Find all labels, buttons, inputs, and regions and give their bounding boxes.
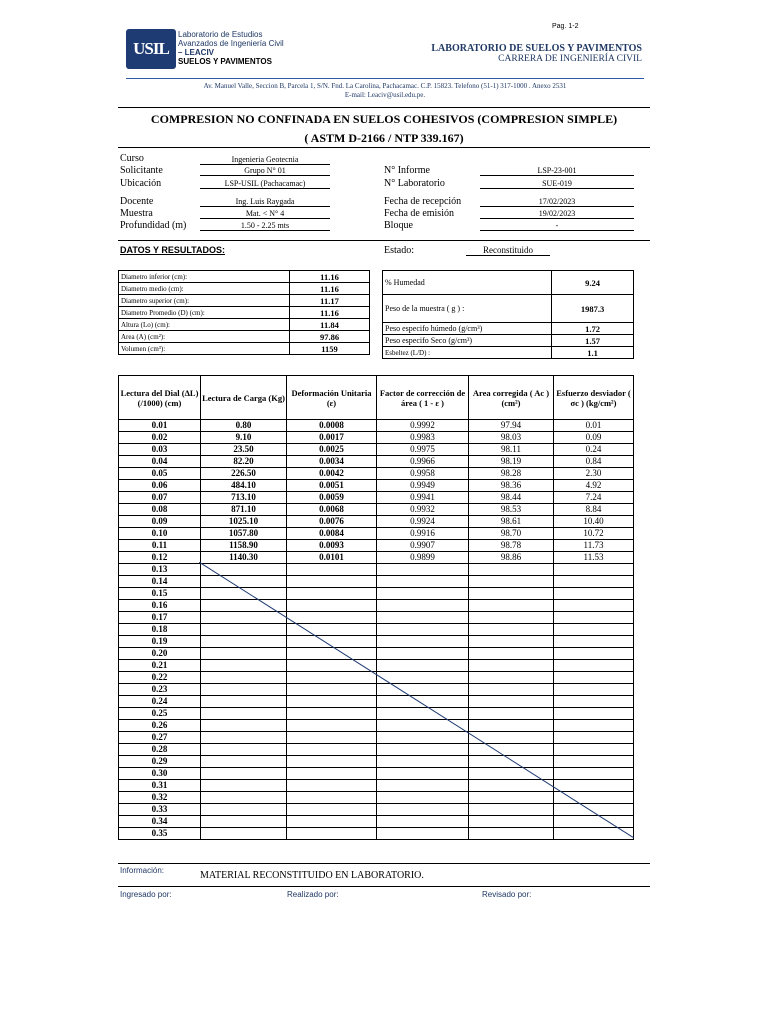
- cell-dial: 0.26: [119, 720, 201, 732]
- cell-deformacion: 0.0068: [287, 504, 377, 516]
- footer-rule-bottom: [118, 886, 650, 887]
- cell-esfuerzo: 11.73: [554, 540, 634, 552]
- table-row: [119, 468, 634, 480]
- cell-carga: 1158.90: [201, 540, 287, 552]
- solicitante-value: Grupo N° 01: [200, 166, 330, 176]
- specimen-value: 97.86: [290, 331, 370, 343]
- logo-line-4: SUELOS Y PAVIMENTOS: [178, 57, 272, 66]
- cell-deformacion: 0.0093: [287, 540, 377, 552]
- solicitante-label: Solicitante: [120, 165, 163, 176]
- col-header-esfuerzo: Esfuerzo desviador ( σc ) (kg/cm²): [554, 376, 634, 420]
- cell-area: 98.44: [469, 492, 554, 504]
- empty-rows-diagonal: [199, 562, 634, 838]
- specimen-value: 11.16: [290, 271, 370, 283]
- table-row: [119, 540, 634, 552]
- cell-dial: 0.24: [119, 696, 201, 708]
- cell-dial: 0.02: [119, 432, 201, 444]
- cell-carga: 713.10: [201, 492, 287, 504]
- cell-factor: 0.9907: [377, 540, 469, 552]
- informe-value: LSP-23-001: [480, 166, 634, 176]
- cell-factor: 0.9932: [377, 504, 469, 516]
- info-value: MATERIAL RECONSTITUIDO EN LABORATORIO.: [200, 870, 424, 881]
- cell-area: 98.61: [469, 516, 554, 528]
- estado-value: Reconstituido: [466, 245, 550, 256]
- specimen-row: [119, 271, 370, 283]
- table-row: [119, 492, 634, 504]
- bloque-value: -: [480, 221, 634, 231]
- specimen-label: Altura (Lo) (cm):: [119, 319, 290, 331]
- specimen-value: 11.84: [290, 319, 370, 331]
- diagonal-line: [199, 562, 634, 838]
- recepcion-value: 17/02/2023: [480, 197, 634, 207]
- cell-area: 98.70: [469, 528, 554, 540]
- cell-dial: 0.30: [119, 768, 201, 780]
- cell-area: 98.78: [469, 540, 554, 552]
- cell-carga: 23.50: [201, 444, 287, 456]
- recepcion-label: Fecha de recepción: [384, 196, 462, 207]
- specimen-value: 11.16: [290, 307, 370, 319]
- cell-dial: 0.07: [119, 492, 201, 504]
- header-subtitle: CARRERA DE INGENIERÍA CIVIL: [498, 54, 642, 64]
- specimen-label: Diametro Promedio (D) (cm):: [119, 307, 290, 319]
- cell-factor: 0.9924: [377, 516, 469, 528]
- cell-esfuerzo: 7.24: [554, 492, 634, 504]
- cell-carga: 1057.80: [201, 528, 287, 540]
- cell-area: 98.03: [469, 432, 554, 444]
- curso-label: Curso: [120, 153, 144, 164]
- cell-carga: 484.10: [201, 480, 287, 492]
- col-header-area: Area corregida ( Ac ) (cm²): [469, 376, 554, 420]
- cell-esfuerzo: 2.30: [554, 468, 634, 480]
- cell-dial: 0.33: [119, 804, 201, 816]
- profundidad-label: Profundidad (m): [120, 220, 187, 231]
- estado-label: Estado:: [384, 245, 414, 256]
- cell-dial: 0.12: [119, 552, 201, 564]
- results-label: Esbeltez (L/D) :: [383, 347, 552, 359]
- cell-dial: 0.27: [119, 732, 201, 744]
- cell-dial: 0.16: [119, 600, 201, 612]
- cell-esfuerzo: 4.92: [554, 480, 634, 492]
- col-header-carga: Lectura de Carga (Kg): [201, 376, 287, 420]
- results-label: Peso especifo húmedo (g/cm³): [383, 323, 552, 335]
- muestra-value: Mat. < N° 4: [200, 209, 330, 219]
- cell-dial: 0.10: [119, 528, 201, 540]
- col-header-deformacion: Deformación Unitaria (ε): [287, 376, 377, 420]
- specimen-row: [119, 283, 370, 295]
- info-label: Información:: [120, 866, 165, 875]
- specimen-value: 11.17: [290, 295, 370, 307]
- docente-value: Ing. Luis Raygada: [200, 197, 330, 207]
- cell-dial: 0.15: [119, 588, 201, 600]
- cell-dial: 0.32: [119, 792, 201, 804]
- cell-esfuerzo: 0.24: [554, 444, 634, 456]
- cell-dial: 0.17: [119, 612, 201, 624]
- specimen-label: Area (A) (cm²):: [119, 331, 290, 343]
- profundidad-value: 1.50 - 2.25 mts: [200, 221, 330, 231]
- footer-rule-top: [118, 863, 650, 864]
- cell-dial: 0.34: [119, 816, 201, 828]
- title-rule-bottom: [118, 147, 650, 148]
- results-label: % Humedad: [383, 271, 552, 295]
- cell-factor: 0.9916: [377, 528, 469, 540]
- cell-dial: 0.11: [119, 540, 201, 552]
- specimen-row: [119, 295, 370, 307]
- cell-dial: 0.19: [119, 636, 201, 648]
- results-row: [383, 347, 634, 359]
- cell-carga: 82.20: [201, 456, 287, 468]
- informe-label: N° Informe: [384, 165, 430, 176]
- cell-factor: 0.9958: [377, 468, 469, 480]
- readings-header-row: [119, 376, 634, 420]
- results-row: [383, 295, 634, 323]
- specimen-row: [119, 319, 370, 331]
- cell-area: 98.11: [469, 444, 554, 456]
- cell-dial: 0.09: [119, 516, 201, 528]
- specimen-label: Diametro inferior (cm):: [119, 271, 290, 283]
- doc-title: COMPRESION NO CONFINADA EN SUELOS COHESIVOS (COMPRESION SIMPLE): [150, 112, 618, 126]
- cell-deformacion: 0.0051: [287, 480, 377, 492]
- specimen-row: [119, 307, 370, 319]
- logo-line-1: Laboratorio de Estudios: [178, 30, 263, 39]
- bloque-label: Bloque: [384, 220, 413, 231]
- cell-carga: 1140.30: [201, 552, 287, 564]
- cell-carga: 9.10: [201, 432, 287, 444]
- specimen-label: Diametro medio (cm):: [119, 283, 290, 295]
- laboratorio-value: SUE-019: [480, 179, 634, 189]
- cell-esfuerzo: 10.40: [554, 516, 634, 528]
- cell-carga: 1025.10: [201, 516, 287, 528]
- specimen-value: 1159: [290, 343, 370, 355]
- table-row: [119, 504, 634, 516]
- emision-label: Fecha de emisión: [384, 208, 454, 219]
- logo-line-3: – LEACIV: [178, 48, 215, 57]
- table-row: [119, 516, 634, 528]
- results-value: 1987.3: [552, 295, 634, 323]
- section-label: DATOS Y RESULTADOS:: [120, 245, 226, 255]
- specimen-label: Volumen (cm³):: [119, 343, 290, 355]
- results-table: [382, 270, 634, 359]
- col-header-dial: Lectura del Dial (ΔL) (/1000) (cm): [119, 376, 201, 420]
- usil-logo: [126, 29, 176, 69]
- cell-factor: 0.9983: [377, 432, 469, 444]
- cell-dial: 0.23: [119, 684, 201, 696]
- cell-carga: 871.10: [201, 504, 287, 516]
- cell-dial: 0.01: [119, 420, 201, 432]
- muestra-label: Muestra: [120, 208, 153, 219]
- header-email: E-mail: Leaciv@usil.edu.pe.: [344, 91, 426, 99]
- results-value: 9.24: [552, 271, 634, 295]
- doc-subtitle: ( ASTM D-2166 / NTP 339.167): [304, 131, 464, 145]
- cell-area: 98.86: [469, 552, 554, 564]
- cell-deformacion: 0.0059: [287, 492, 377, 504]
- cell-dial: 0.18: [119, 624, 201, 636]
- cell-esfuerzo: 10.72: [554, 528, 634, 540]
- logo-line-2: Avanzados de Ingeniería Civil: [178, 39, 284, 48]
- cell-area: 98.19: [469, 456, 554, 468]
- cell-area: 98.28: [469, 468, 554, 480]
- results-row: [383, 271, 634, 295]
- cell-deformacion: 0.0017: [287, 432, 377, 444]
- cell-factor: 0.9966: [377, 456, 469, 468]
- cell-esfuerzo: 0.09: [554, 432, 634, 444]
- cell-deformacion: 0.0084: [287, 528, 377, 540]
- ubicacion-value: LSP-USIL (Pachacamac): [200, 179, 330, 189]
- table-row: [119, 528, 634, 540]
- results-label: Peso de la muestra ( g ) :: [383, 295, 552, 323]
- cell-dial: 0.29: [119, 756, 201, 768]
- cell-deformacion: 0.0008: [287, 420, 377, 432]
- cell-esfuerzo: 0.01: [554, 420, 634, 432]
- table-row: [119, 444, 634, 456]
- cell-dial: 0.35: [119, 828, 201, 840]
- cell-factor: 0.9975: [377, 444, 469, 456]
- table-row: [119, 432, 634, 444]
- cell-deformacion: 0.0076: [287, 516, 377, 528]
- cell-deformacion: 0.0101: [287, 552, 377, 564]
- cell-carga: 226.50: [201, 468, 287, 480]
- cell-dial: 0.20: [119, 648, 201, 660]
- cell-dial: 0.28: [119, 744, 201, 756]
- revisado-label: Revisado por:: [482, 890, 532, 899]
- col-header-factor: Factor de corrección de área ( 1 - ε ): [377, 376, 469, 420]
- cell-dial: 0.03: [119, 444, 201, 456]
- results-row: [383, 335, 634, 347]
- cell-dial: 0.14: [119, 576, 201, 588]
- cell-esfuerzo: 8.84: [554, 504, 634, 516]
- cell-area: 97.94: [469, 420, 554, 432]
- cell-dial: 0.22: [119, 672, 201, 684]
- curso-value: Ingenieria Geotecnia: [200, 155, 330, 165]
- results-value: 1.72: [552, 323, 634, 335]
- cell-dial: 0.05: [119, 468, 201, 480]
- header-rule: [126, 78, 644, 79]
- cell-factor: 0.9949: [377, 480, 469, 492]
- cell-factor: 0.9899: [377, 552, 469, 564]
- results-value: 1.57: [552, 335, 634, 347]
- logo-text: USIL: [133, 39, 169, 58]
- specimen-label: Diametro superior (cm):: [119, 295, 290, 307]
- title-rule-top: [118, 107, 650, 108]
- table-row: [119, 456, 634, 468]
- cell-factor: 0.9941: [377, 492, 469, 504]
- laboratorio-label: N° Laboratorio: [384, 178, 445, 189]
- docente-label: Docente: [120, 196, 154, 207]
- results-label: Peso especifo Seco (g/cm³): [383, 335, 552, 347]
- cell-deformacion: 0.0042: [287, 468, 377, 480]
- ingresado-label: Ingresado por:: [120, 890, 172, 899]
- cell-dial: 0.08: [119, 504, 201, 516]
- table-row: [119, 420, 634, 432]
- cell-dial: 0.13: [119, 564, 201, 576]
- cell-area: 98.53: [469, 504, 554, 516]
- cell-dial: 0.04: [119, 456, 201, 468]
- cell-dial: 0.06: [119, 480, 201, 492]
- header-title: LABORATORIO DE SUELOS Y PAVIMENTOS: [431, 43, 642, 54]
- results-value: 1.1: [552, 347, 634, 359]
- cell-factor: 0.9992: [377, 420, 469, 432]
- cell-esfuerzo: 0.84: [554, 456, 634, 468]
- specimen-table: [118, 270, 370, 355]
- cell-dial: 0.21: [119, 660, 201, 672]
- specimen-value: 11.16: [290, 283, 370, 295]
- ubicacion-label: Ubicación: [120, 178, 162, 189]
- specimen-row: [119, 331, 370, 343]
- realizado-label: Realizado por:: [287, 890, 339, 899]
- cell-dial: 0.25: [119, 708, 201, 720]
- emision-value: 19/02/2023: [480, 209, 634, 219]
- cell-dial: 0.31: [119, 780, 201, 792]
- cell-deformacion: 0.0025: [287, 444, 377, 456]
- table-row: [119, 480, 634, 492]
- specimen-row: [119, 343, 370, 355]
- section-rule: [118, 240, 650, 241]
- page-number: Pag. 1-2: [552, 23, 579, 30]
- cell-area: 98.36: [469, 480, 554, 492]
- cell-carga: 0.80: [201, 420, 287, 432]
- cell-esfuerzo: 11.53: [554, 552, 634, 564]
- results-row: [383, 323, 634, 335]
- header-address: Av. Manuel Valle, Seccion B, Parcela 1, S/N. Fnd. La Carolina, Pachacamac. C.P. 15823. Telefono (51-1) 317-1000 . Anexo 2531: [203, 82, 567, 90]
- cell-deformacion: 0.0034: [287, 456, 377, 468]
